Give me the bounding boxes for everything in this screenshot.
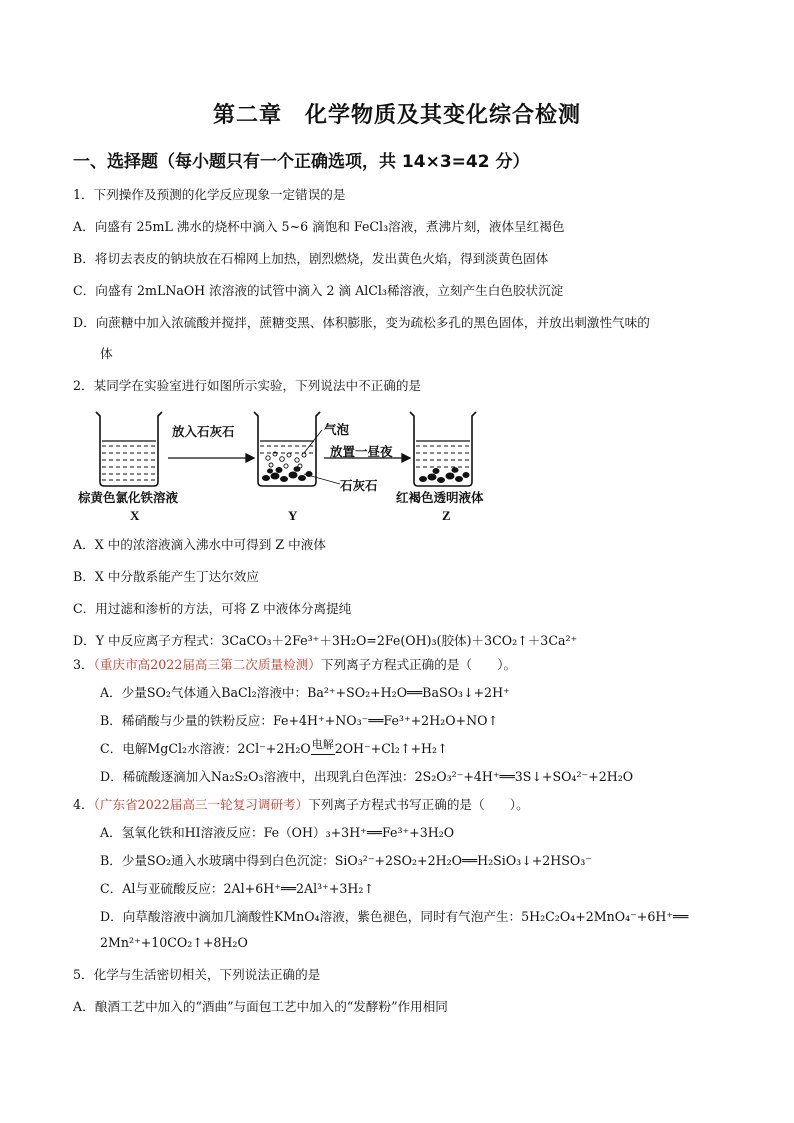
q3-source: （重庆市高2022届高三第二次质量检测） xyxy=(93,657,321,672)
q1-stem: 1．下列操作及预测的化学反应现象一定错误的是 xyxy=(73,187,346,202)
q5-stem: 5．化学与生活密切相关，下列说法正确的是 xyxy=(73,967,321,982)
x-caption: 棕黄色氯化铁溶液 xyxy=(78,490,179,505)
q1-option-a: A．向盛有 25mL 沸水的烧杯中滴入 5~6 滴饱和 FeCl₃溶液，煮沸片刻，液体呈红褐色 xyxy=(73,219,565,234)
q4-option-c: C．Al与亚硫酸反应：2Al+6H⁺══2Al³⁺+3H₂↑ xyxy=(100,881,374,896)
q2-option-b: B．X 中分散系能产生丁达尔效应 xyxy=(73,569,259,584)
q4-stem: 下列离子方程式书写正确的是（ ）。 xyxy=(308,797,529,812)
page-title: 第二章 化学物质及其变化综合检测 xyxy=(212,103,581,128)
q3-option-c: C．电解MgCl₂水溶液：2Cl⁻+2H₂O xyxy=(100,741,311,756)
q1-option-d-cont: 体 xyxy=(100,346,113,361)
bubbles xyxy=(266,452,306,468)
q5-option-a: A．酿酒工艺中加入的“酒曲”与面包工艺中加入的“发酵粉”作用相同 xyxy=(73,999,448,1014)
q4-option-a: A．氢氧化铁和HI溶液反应：Fe（OH）₃+3H⁺══Fe³⁺+3H₂O xyxy=(100,825,455,840)
beaker-x xyxy=(96,412,162,486)
q1-option-c: C．向盛有 2mLNaOH 浓溶液的试管中滴入 2 滴 AlCl₃稀溶液，立刻产生白色胶状沉淀 xyxy=(73,283,564,298)
experiment-diagram xyxy=(78,408,498,523)
z-caption: 红褐色透明液体 xyxy=(396,490,484,505)
q4-number: 4． xyxy=(73,797,94,812)
q4-option-d-cont: 2Mn²⁺+10CO₂↑+8H₂O xyxy=(100,935,248,950)
q3-option-b: B．稀硝酸与少量的铁粉反应：Fe+4H⁺+NO₃⁻══Fe³⁺+2H₂O+NO↑ xyxy=(100,713,498,728)
q3-option-c-rest: 2OH⁻+Cl₂↑+H₂↑ xyxy=(334,741,448,756)
section-heading: 一、选择题（每小题只有一个正确选项，共 14×3=42 分） xyxy=(73,152,530,172)
q2-option-a: A．X 中的浓溶液滴入沸水中可得到 Z 中液体 xyxy=(73,537,326,552)
bubble-label: 气泡 xyxy=(324,422,350,437)
step-overnight: 放置一昼夜 xyxy=(330,444,393,459)
q3-option-c-line xyxy=(100,740,448,760)
q3-stem: 下列离子方程式正确的是（ ）。 xyxy=(320,657,517,672)
label-x: X xyxy=(130,508,140,523)
step-add-limestone: 放入石灰石 xyxy=(172,424,235,439)
q1-option-b: B．将切去表皮的钠块放在石棉网上加热，剧烈燃烧，发出黄色火焰，得到淡黄色固体 xyxy=(73,251,549,266)
q2-option-d: D．Y 中反应离子方程式：3CaCO₃＋2Fe³⁺＋3H₂O=2Fe(OH)₃(胶体)＋3CO₂↑＋3Ca²⁺ xyxy=(73,633,578,648)
q4-option-d: D．向草酸溶液中滴加几滴酸性KMnO₄溶液，紫色褪色，同时有气泡产生：5H₂C₂O₄+2MnO₄⁻+6H⁺══ xyxy=(100,909,689,924)
q1-option-d: D．向蔗糖中加入浓硫酸并搅拌，蔗糖变黑、体积膨胀，变为疏松多孔的黑色固体，并放出刺激性气味的 xyxy=(73,315,650,330)
q3-option-a: A．少量SO₂气体通入BaCl₂溶液中：Ba²⁺+SO₂+H₂O══BaSO₃↓+2H⁺ xyxy=(100,685,510,700)
q4-stem-line xyxy=(73,796,529,814)
q2-stem: 2．某同学在实验室进行如图所示实验，下列说法中不正确的是 xyxy=(73,378,422,393)
q2-option-c: C．用过滤和渗析的方法，可将 Z 中液体分离提纯 xyxy=(73,601,352,616)
label-z: Z xyxy=(442,508,451,523)
q3-electrolysis-condition: 电解 xyxy=(311,736,335,755)
q4-source: （广东省2022届高三一轮复习调研考） xyxy=(93,797,309,812)
q4-option-b: B．少量SO₂通入水玻璃中得到白色沉淀：SiO₃²⁻+2SO₂+2H₂O══H₂SiO₃↓+2HSO₃⁻ xyxy=(100,853,592,868)
label-y: Y xyxy=(288,508,298,523)
q3-number: 3． xyxy=(73,657,94,672)
limestone-label: 石灰石 xyxy=(340,478,378,493)
limestone-z xyxy=(419,467,470,483)
q3-option-d: D．稀硫酸逐滴加入Na₂S₂O₃溶液中，出现乳白色浑浊：2S₂O₃²⁻+4H⁺══3S↓+SO₄²⁻+2H₂O xyxy=(100,769,634,784)
q3-stem-line xyxy=(73,656,516,674)
